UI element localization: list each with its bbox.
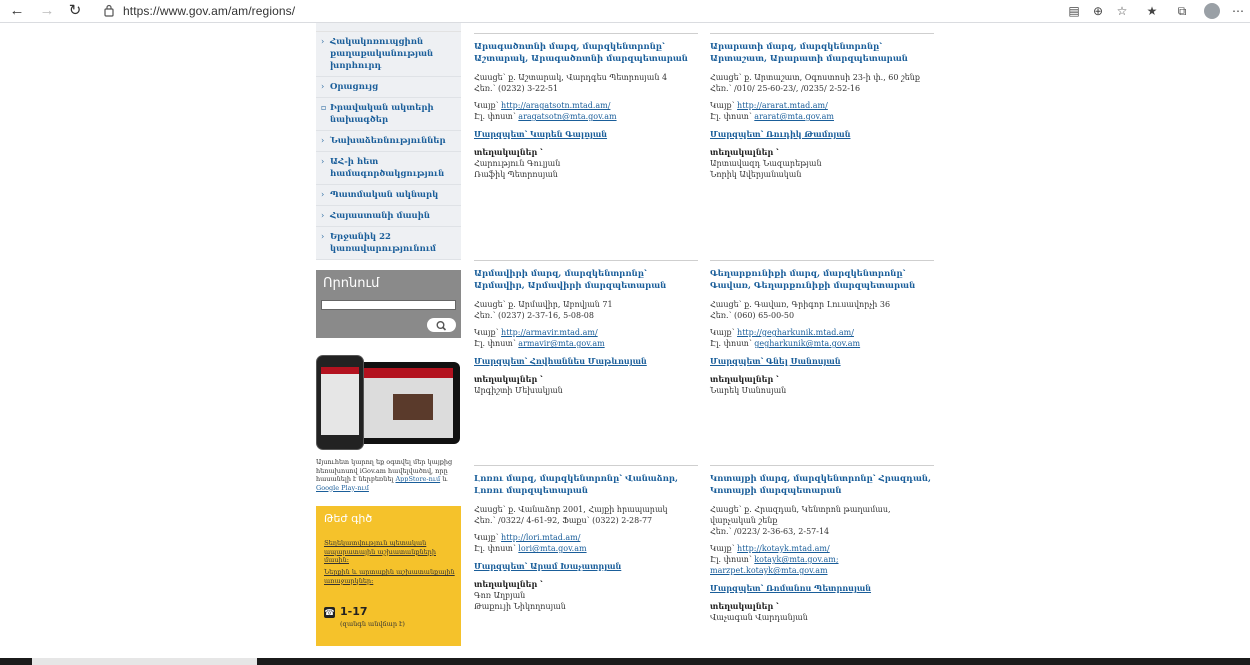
taskbar bbox=[0, 658, 1250, 665]
divider bbox=[474, 33, 698, 34]
deputy-name: Ռաֆիկ Պետրոսյան bbox=[474, 170, 558, 179]
mobile-app-promo-image bbox=[316, 355, 461, 450]
search-panel bbox=[316, 270, 461, 338]
region-email-link[interactable]: gegharkunik@mta.gov.am bbox=[754, 339, 861, 348]
deputy-name: Արգիշտի Մեխակյան bbox=[474, 386, 563, 395]
region-email-link[interactable]: ararat@mta.gov.am bbox=[754, 112, 834, 121]
back-arrow-icon[interactable]: ← bbox=[9, 2, 25, 19]
bullet-icon: ▫ bbox=[321, 103, 327, 112]
region-address: Հասցե՝ ք. Գավառ, Գրիգոր Լուսավորչի 36 bbox=[710, 300, 891, 309]
sidebar-item-initiatives[interactable] bbox=[316, 131, 461, 152]
menu-item-cut-off[interactable] bbox=[316, 23, 461, 32]
bullet-icon: › bbox=[321, 136, 325, 145]
hotline-panel bbox=[316, 506, 461, 646]
hotline-number: 1-17 bbox=[340, 605, 368, 618]
sidebar-item-calendar[interactable] bbox=[316, 77, 461, 98]
region-card-kotayk: Կոտայքի մարզ, մարզկենտրոնը՝ Հրազդան, Կոտայքի մարզպետարան Հասցե՝ ք. Հրազդան, Կենտրոն թաղամաս, վարչական շենք Հեռ.՝ /0223/ 2-36-63, 2-57-14 Կայք՝ http://kotayk.mtad.am/ Էլ. փոստ՝ kotayk@mta.gov.am; marzpet.kotayk@mta.gov.am Մարզպետ՝ Ռոմանոս Պետրոսյան տեղակալներ ՝ Վաչագան Վարդանյան bbox=[710, 465, 934, 623]
divider bbox=[474, 260, 698, 261]
deputies-heading: տեղակալներ ՝ bbox=[710, 147, 779, 157]
lock-icon bbox=[104, 4, 114, 17]
deputies-heading: տեղակալներ ՝ bbox=[474, 147, 543, 157]
sidebar-item-cooperation[interactable] bbox=[316, 152, 461, 185]
region-site-link[interactable]: http://armavir.mtad.am/ bbox=[501, 328, 598, 337]
divider bbox=[474, 465, 698, 466]
bullet-icon: › bbox=[321, 232, 325, 241]
bullet-icon: › bbox=[321, 190, 325, 199]
region-address: Հասցե՝ ք. Վանաձոր 2001, Հայքի հրապարակ bbox=[474, 505, 668, 514]
deputy-name: Թաքույի Նիկողոսյան bbox=[474, 602, 566, 611]
app-promo-text: Այսուհետ կարող եք օգտվել մեր կայքից հեռախոսով iGov.am հավելվածով, որը հասանելի է ներբեռնել AppStore-ում և Google Play-ում bbox=[316, 458, 453, 492]
forward-arrow-icon[interactable]: → bbox=[39, 2, 55, 19]
search-input[interactable] bbox=[321, 300, 456, 310]
region-email-link[interactable]: armavir@mta.gov.am bbox=[518, 339, 605, 348]
region-governor-link[interactable]: Մարզպետ՝ Ռուդիկ Թամոյան bbox=[710, 129, 851, 139]
bullet-icon: › bbox=[321, 211, 325, 220]
appstore-link[interactable]: AppStore-ում bbox=[395, 475, 441, 483]
region-governor-link[interactable]: Մարզպետ՝ Գնել Սանոսյան bbox=[710, 356, 841, 366]
hotline-title: Թեժ գիծ bbox=[324, 512, 373, 525]
sidebar-menu bbox=[316, 32, 461, 260]
sidebar-item-label: Պատմական ակնարկ bbox=[330, 190, 439, 200]
region-site-link[interactable]: http://gegharkunik.mtad.am/ bbox=[737, 328, 854, 337]
zoom-icon[interactable]: ⊕ bbox=[1092, 4, 1104, 18]
region-card-gegharkunik: Գեղարքունիքի մարզ, մարզկենտրոնը՝ Գավառ, Գեղարքունիքի մարզպետարան Հասցե՝ ք. Գավառ, Գրիգոր Լուսավորչի 36 Հեռ.՝ (060) 65-00-50 Կայք՝ http://gegharkunik.mtad.am/ Էլ. փոստ՝ gegharkunik@mta.gov.am Մարզպետ՝ Գնել Սանոսյան տեղակալներ ՝ Նարեկ Սանոսյան bbox=[710, 260, 934, 396]
region-site-link[interactable]: http://lori.mtad.am/ bbox=[501, 533, 581, 542]
sidebar-item-label: Օրացույց bbox=[330, 82, 379, 92]
taskbar-search-area[interactable] bbox=[32, 658, 257, 665]
sidebar-item-about-armenia[interactable] bbox=[316, 206, 461, 227]
divider bbox=[710, 465, 934, 466]
region-site-link[interactable]: http://kotayk.mtad.am/ bbox=[737, 544, 830, 553]
deputy-name: Վաչագան Վարդանյան bbox=[710, 613, 808, 622]
region-card-armavir: Արմավիրի մարզ, մարզկենտրոնը՝ Արմավիր, Արմավիրի մարզպետարան Հասցե՝ ք. Արմավիր, Աբովյան 71 Հեռ.՝ (0237) 2-37-16, 5-08-08 Կայք՝ http://armavir.mtad.am/ Էլ. փոստ՝ armavir@mta.gov.am Մարզպետ՝ Հովհաննես Մաթևոսյան տեղակալներ ՝ Արգիշտի Մեխակյան bbox=[474, 260, 698, 396]
region-governor-link[interactable]: Մարզպետ՝ Արամ Խաչատրյան bbox=[474, 561, 622, 571]
sidebar-item-label: Նախաձեռնություններ bbox=[330, 136, 446, 146]
bullet-icon: › bbox=[321, 37, 325, 46]
deputies-heading: տեղակալներ ՝ bbox=[474, 579, 543, 589]
region-address: Հասցե՝ ք. Հրազդան, Կենտրոն թաղամաս, վարչական շենք bbox=[710, 505, 891, 525]
sidebar-item-draft-acts[interactable] bbox=[316, 98, 461, 131]
deputies-heading: տեղակալներ ՝ bbox=[474, 374, 543, 384]
region-email-link[interactable]: lori@mta.gov.am bbox=[518, 544, 587, 553]
phone-icon: ☎ bbox=[324, 608, 335, 617]
region-phone: Հեռ.՝ /0322/ 4-61-92, Ֆաքս՝ (0322) 2-28-77 bbox=[474, 516, 653, 525]
favorites-list-icon[interactable]: ★ bbox=[1146, 4, 1158, 18]
search-title: Որոնում bbox=[323, 276, 380, 291]
deputy-name: Նարեկ Սանոսյան bbox=[710, 386, 787, 395]
hotline-link-2[interactable]: Ներքին և արտաքին աշխատանքային առաջարկներ։ bbox=[324, 568, 455, 585]
address-bar[interactable] bbox=[96, 1, 1056, 21]
browser-toolbar bbox=[0, 0, 1250, 23]
deputies-heading: տեղակալներ ՝ bbox=[710, 601, 779, 611]
region-title[interactable]: Գեղարքունիքի մարզ, մարզկենտրոնը՝ Գավառ, Գեղարքունիքի մարզպետարան bbox=[710, 269, 916, 291]
hotline-note: (զանգն անվճար է) bbox=[340, 620, 405, 628]
bullet-icon: › bbox=[321, 82, 325, 91]
region-address: Հասցե՝ ք. Աշտարակ, Վարդգես Պետրոսյան 4 bbox=[474, 73, 668, 82]
region-phone: Հեռ.՝ /010/ 25-60-23/, /0235/ 2-52-16 bbox=[710, 84, 861, 93]
sidebar-item-label: Հակակոռուպցիոն քաղաքականության խորհուրդ bbox=[330, 37, 434, 71]
region-title[interactable]: Արարատի մարզ, մարզկենտրոնը՝ Արտաշատ, Արարատի մարզպետարան bbox=[710, 42, 908, 64]
region-address: Հասցե՝ ք. Արտաշատ, Օգոստոսի 23-ի փ., 60 շենք bbox=[710, 73, 920, 82]
region-email-link[interactable]: aragatsotn@mta.gov.am bbox=[518, 112, 617, 121]
deputy-name: Արտավազդ Նազարեթյան bbox=[710, 159, 822, 168]
sidebar-item-anticorruption[interactable] bbox=[316, 32, 461, 77]
region-phone: Հեռ.՝ (0232) 3-22-51 bbox=[474, 84, 559, 93]
region-phone: Հեռ.՝ /0223/ 2-36-63, 2-57-14 bbox=[710, 527, 830, 536]
sidebar-item-label: Հայաստանի մասին bbox=[330, 211, 430, 221]
collections-icon[interactable]: ⧉ bbox=[1177, 4, 1187, 18]
region-title[interactable]: Արագածոտնի մարզ, մարզկենտրոնը՝ Աշտարակ, Արագածոտնի մարզպետարան bbox=[474, 42, 688, 64]
favorite-star-icon[interactable]: ☆ bbox=[1116, 4, 1128, 18]
sidebar-item-label: ԱՀ-ի հետ համագործակցություն bbox=[330, 157, 445, 179]
sidebar-item-tour[interactable] bbox=[316, 227, 461, 260]
region-title[interactable]: Լոռու մարզ, մարզկենտրոնը՝ Վանաձոր, Լոռու մարզպետարան bbox=[474, 474, 678, 496]
region-site-link[interactable]: http://aragatsotn.mtad.am/ bbox=[501, 101, 611, 110]
deputies-heading: տեղակալներ ՝ bbox=[710, 374, 779, 384]
phone-device bbox=[316, 355, 364, 450]
url-text: https://www.gov.am/am/regions/ bbox=[123, 4, 296, 18]
deputy-name: Հարություն Գուլյան bbox=[474, 159, 561, 168]
region-governor-link[interactable]: Մարզպետ՝ Հովհաննես Մաթևոսյան bbox=[474, 356, 647, 366]
profile-avatar[interactable] bbox=[1204, 3, 1220, 19]
search-icon bbox=[427, 319, 456, 333]
divider bbox=[710, 33, 934, 34]
region-address: Հասցե՝ ք. Արմավիր, Աբովյան 71 bbox=[474, 300, 613, 309]
search-button[interactable] bbox=[427, 318, 456, 332]
region-phone: Հեռ.՝ (0237) 2-37-16, 5-08-08 bbox=[474, 311, 594, 320]
deputy-name: Գոռ Աղբյան bbox=[474, 591, 526, 600]
sidebar-item-label: Իրավական ակտերի նախագծեր bbox=[330, 103, 434, 125]
region-phone: Հեռ.՝ (060) 65-00-50 bbox=[710, 311, 795, 320]
sidebar-item-label: Երջանիկ 22 կառավարությունում bbox=[330, 232, 437, 254]
deputy-name: Նորիկ Ավերյանական bbox=[710, 170, 802, 179]
reader-view-icon[interactable]: ▤ bbox=[1068, 4, 1080, 18]
region-governor-link[interactable]: Մարզպետ՝ Կարեն Գալոյան bbox=[474, 129, 608, 139]
sidebar-item-history[interactable] bbox=[316, 185, 461, 206]
reload-icon[interactable]: ↻ bbox=[68, 2, 82, 19]
left-sidebar bbox=[316, 23, 461, 646]
googleplay-link[interactable]: Google Play-ում bbox=[316, 483, 369, 492]
hotline-link-1[interactable]: Տեղեկատվություն պետական ապարատային աշխատանքների մասին։ bbox=[324, 539, 436, 564]
region-card-ararat: Արարատի մարզ, մարզկենտրոնը՝ Արտաշատ, Արարատի մարզպետարան Հասցե՝ ք. Արտաշատ, Օգոստոսի 23-ի փ., 60 շենք Հեռ.՝ /010/ 25-60-23/, /0235/ 2-52-16 Կայք՝ http://ararat.mtad.am/ Էլ. փոստ՝ ararat@mta.gov.am Մարզպետ՝ Ռուդիկ Թամոյան տեղակալներ ՝ Արտավազդ Նազարեթյան Նորիկ Ավերյանական bbox=[710, 33, 934, 180]
bullet-icon: › bbox=[321, 157, 325, 166]
region-governor-link[interactable]: Մարզպետ՝ Ռոմանոս Պետրոսյան bbox=[710, 583, 872, 593]
region-title[interactable]: Կոտայքի մարզ, մարզկենտրոնը՝ Հրազդան, Կոտայքի մարզպետարան bbox=[710, 474, 931, 496]
region-title[interactable]: Արմավիրի մարզ, մարզկենտրոնը՝ Արմավիր, Արմավիրի մարզպետարան bbox=[474, 269, 667, 291]
more-menu-icon[interactable]: ⋯ bbox=[1232, 4, 1244, 18]
region-card-aragatsotn: Արագածոտնի մարզ, մարզկենտրոնը՝ Աշտարակ, Արագածոտնի մարզպետարան Հասցե՝ ք. Աշտարակ, Վարդգես Պետրոսյան 4 Հեռ.՝ (0232) 3-22-51 Կայք՝ http://aragatsotn.mtad.am/ Էլ. փոստ՝ aragatsotn@mta.gov.am Մարզպետ՝ Կարեն Գալոյան տեղակալներ ՝ Հարություն Գուլյան Ռաֆիկ Պետրոսյան bbox=[474, 33, 698, 180]
divider bbox=[710, 260, 934, 261]
region-email-link[interactable]: kotayk@mta.gov.am; marzpet.kotayk@mta.gov.am bbox=[710, 555, 839, 575]
region-card-lori: Լոռու մարզ, մարզկենտրոնը՝ Վանաձոր, Լոռու մարզպետարան Հասցե՝ ք. Վանաձոր 2001, Հայքի հրապարակ Հեռ.՝ /0322/ 4-61-92, Ֆաքս՝ (0322) 2-28-77 Կայք՝ http://lori.mtad.am/ Էլ. փոստ՝ lori@mta.gov.am Մարզպետ՝ Արամ Խաչատրյան տեղակալներ ՝ Գոռ Աղբյան Թաքույի Նիկողոսյան bbox=[474, 465, 698, 612]
region-site-link[interactable]: http://ararat.mtad.am/ bbox=[737, 101, 828, 110]
tablet-device bbox=[356, 362, 460, 444]
